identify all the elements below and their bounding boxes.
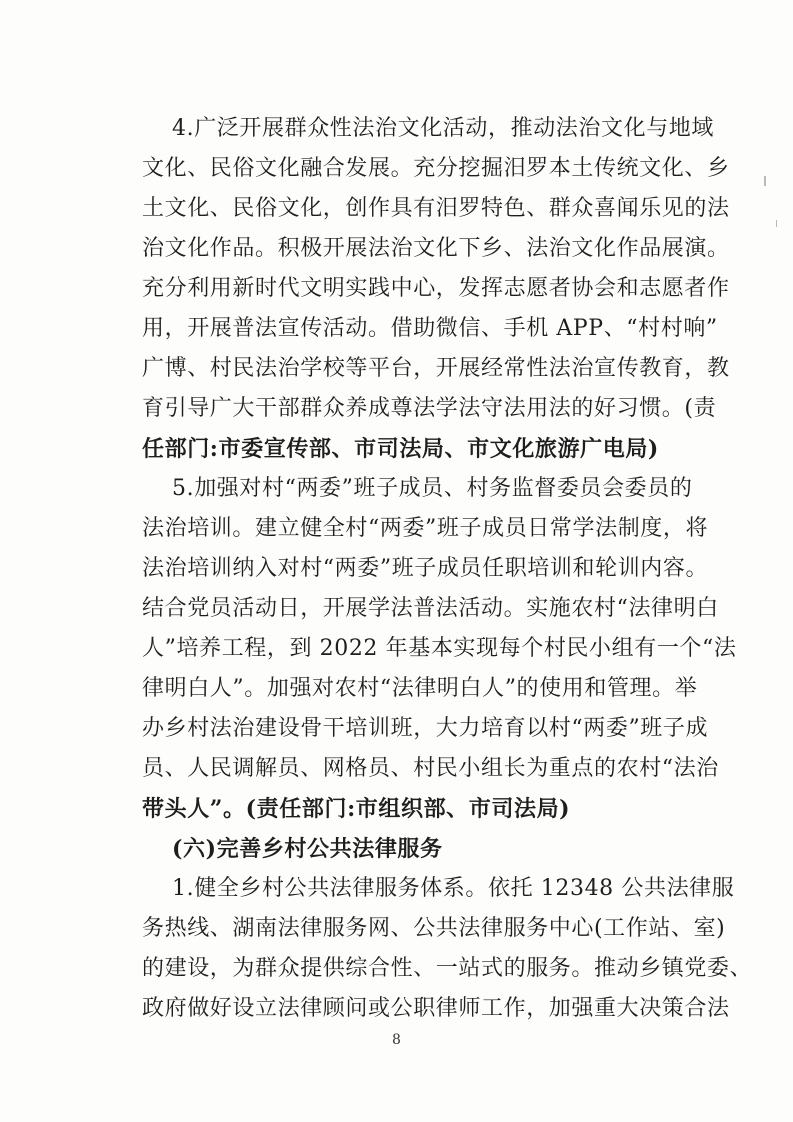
scan-speck [776,220,777,227]
paragraph-4-responsibility: 任部门:市委宣传部、市司法局、市文化旅游广电局) [142,436,659,462]
paragraph-1-line-3: 的建设，为群众提供综合性、一站式的服务。推动乡镇党委、 [142,956,753,981]
paragraph-5-line-7: 办乡村法治建设骨干培训班，大力培育以村“两委”班子成 [142,716,709,741]
paragraph-5-line-1: 5.加强对村“两委”班子成员、村务监督委员会委员的 [172,476,693,501]
page-number: 8 [392,1032,401,1048]
scan-speck [764,176,766,186]
paragraph-4-line-4: 治文化作品。积极开展法治文化下乡、法治文化作品展演。 [142,236,730,261]
paragraph-5-line-6: 律明白人”。加强对农村“法律明白人”的使用和管理。举 [142,676,698,701]
paragraph-4-line-2: 文化、民俗文化融合发展。充分挖掘汨罗本土传统文化、乡 [142,156,730,181]
paragraph-5-line-2: 法治培训。建立健全村“两委”班子成员日常学法制度，将 [142,516,709,541]
paragraph-4-line-1: 4.广泛开展群众性法治文化活动，推动法治文化与地域 [172,116,714,141]
paragraph-5-line-3: 法治培训纳入对村“两委”班子成员任职培训和轮训内容。 [142,556,709,581]
paragraph-4-line-5: 充分利用新时代文明实践中心，发挥志愿者协会和志愿者作 [142,276,730,301]
paragraph-5-line-4: 结合党员活动日，开展学法普法活动。实施农村“法律明白 [142,596,719,621]
paragraph-1-line-4: 政府做好设立法律顾问或公职律师工作，加强重大决策合法 [142,996,730,1021]
section-heading: (六)完善乡村公共法律服务 [172,836,443,862]
paragraph-4-line-6: 用，开展普法宣传活动。借助微信、手机 APP、“村村响” [142,316,718,341]
paragraph-4-line-8: 育引导广大干部群众养成尊法学法守法用法的好习惯。(责 [142,396,717,421]
paragraph-1-line-1: 1.健全乡村公共法律服务体系。依托 12348 公共法律服 [172,876,735,901]
paragraph-4-line-7: 广博、村民法治学校等平台，开展经常性法治宣传教育，教 [142,356,730,381]
paragraph-1-line-2: 务热线、湖南法律服务网、公共法律服务中心(工作站、室) [142,916,726,941]
paragraph-5-line-8: 员、人民调解员、网格员、村民小组长为重点的农村“法治 [142,756,719,781]
paragraph-5-line-5: 人”培养工程，到 2022 年基本实现每个村民小组有一个“法 [142,636,737,661]
paragraph-4-line-3: 土文化、民俗文化，创作具有汨罗特色、群众喜闻乐见的法 [142,196,730,221]
paragraph-5-responsibility: 带头人”。(责任部门:市组织部、市司法局) [142,796,571,822]
